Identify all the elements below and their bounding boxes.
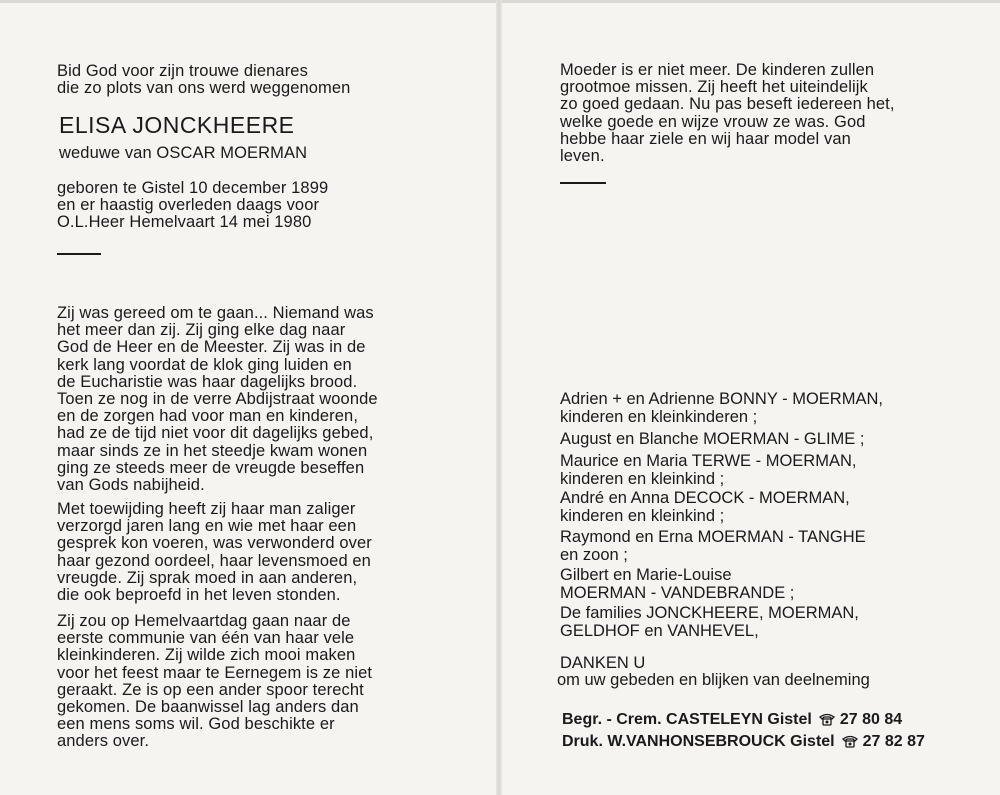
printer-name: Begr. - Crem. CASTELEYN Gistel xyxy=(562,711,812,728)
printer-line-2 xyxy=(562,733,925,751)
closing-paragraph: Moeder is er niet meer. De kinderen zullen grootmoe missen. Zij heeft het uiteindelijk zo goed gedaan. Nu pas beseft iedereen het, welke goede en wijze vrouw ze was. God hebbe haar ziele en wij haar model van leven. xyxy=(560,61,895,166)
birth-death-dates: geboren te Gistel 10 december 1899 en er haastig overleden daags voor O.L.Heer Hemelvaart 14 mei 1980 xyxy=(57,179,329,232)
tribute-paragraph-3: Zij zou op Hemelvaartdag gaan naar de eerste communie van één van haar vele kleinkinderen. Zij wilde zich mooi maken voor het feest maar te Eernegem is ze niet geraakt. Ze is op een ander spoor terecht gekomen. De baanwissel lag anders dan een mens soms wil. God beschikte er anders over. xyxy=(57,612,373,751)
telephone-icon xyxy=(841,734,859,748)
widow-line: weduwe van OSCAR MOERMAN xyxy=(59,144,308,162)
divider-rule xyxy=(57,253,101,255)
family-entry: André en Anna DECOCK - MOERMAN, kinderen en kleinkind ; xyxy=(560,489,850,525)
tribute-paragraph-2: Met toewijding heeft zij haar man zaliger verzorgd jaren lang en wie met haar een gesprek kon voeren, was verwonderd over haar gezond oordeel, haar levensmoed en vreugde. Zij sprak moed in aan anderen, die ook beproefd in het leven stonden. xyxy=(57,500,372,605)
family-entry: Maurice en Maria TERWE - MOERMAN, kinderen en kleinkind ; xyxy=(560,452,857,488)
phone-number: 27 80 84 xyxy=(839,711,903,728)
family-entry: Raymond en Erna MOERMAN - TANGHE en zoon ; xyxy=(560,528,866,564)
deceased-name: ELISA JONCKHEERE xyxy=(59,112,295,138)
thanks-text: om uw gebeden en blijken van deelneming xyxy=(557,671,870,689)
family-entry: Adrien + en Adrienne BONNY - MOERMAN, kinderen en kleinkinderen ; xyxy=(560,390,883,426)
family-entry: August en Blanche MOERMAN - GLIME ; xyxy=(560,430,865,448)
left-page xyxy=(0,0,496,795)
telephone-icon xyxy=(818,712,836,726)
phone-number: 27 82 87 xyxy=(862,733,925,750)
family-entry: De families JONCKHEERE, MOERMAN, GELDHOF en VANHEVEL, xyxy=(560,604,859,640)
tribute-paragraph-1: Zij was gereed om te gaan... Niemand was het meer dan zij. Zij ging elke dag naar God de Heer en de Meester. Zij was in de kerk lang voordat de klok ging luiden en de Eucharistie was haar dagelijks brood. Toen ze nog in de verre Abdijstraat woonde en de zorgen had voor man en kinderen, had ze de tijd niet voor dit dagelijks gebed, maar sinds ze in het steedje kwam wonen ging ze steeds meer de vreugde beseffen van Gods nabijheid. xyxy=(57,304,378,495)
intro-text: Bid God voor zijn trouwe dienares die zo plots van ons werd weggenomen xyxy=(57,62,351,98)
divider-rule xyxy=(560,182,606,184)
family-entry: Gilbert en Marie-Louise MOERMAN - VANDEBRANDE ; xyxy=(560,566,795,602)
printer-name: Druk. W.VANHONSEBROUCK Gistel xyxy=(562,733,835,750)
right-page xyxy=(500,0,1000,795)
printer-line-1 xyxy=(562,711,902,729)
thanks-title: DANKEN U xyxy=(560,654,646,672)
